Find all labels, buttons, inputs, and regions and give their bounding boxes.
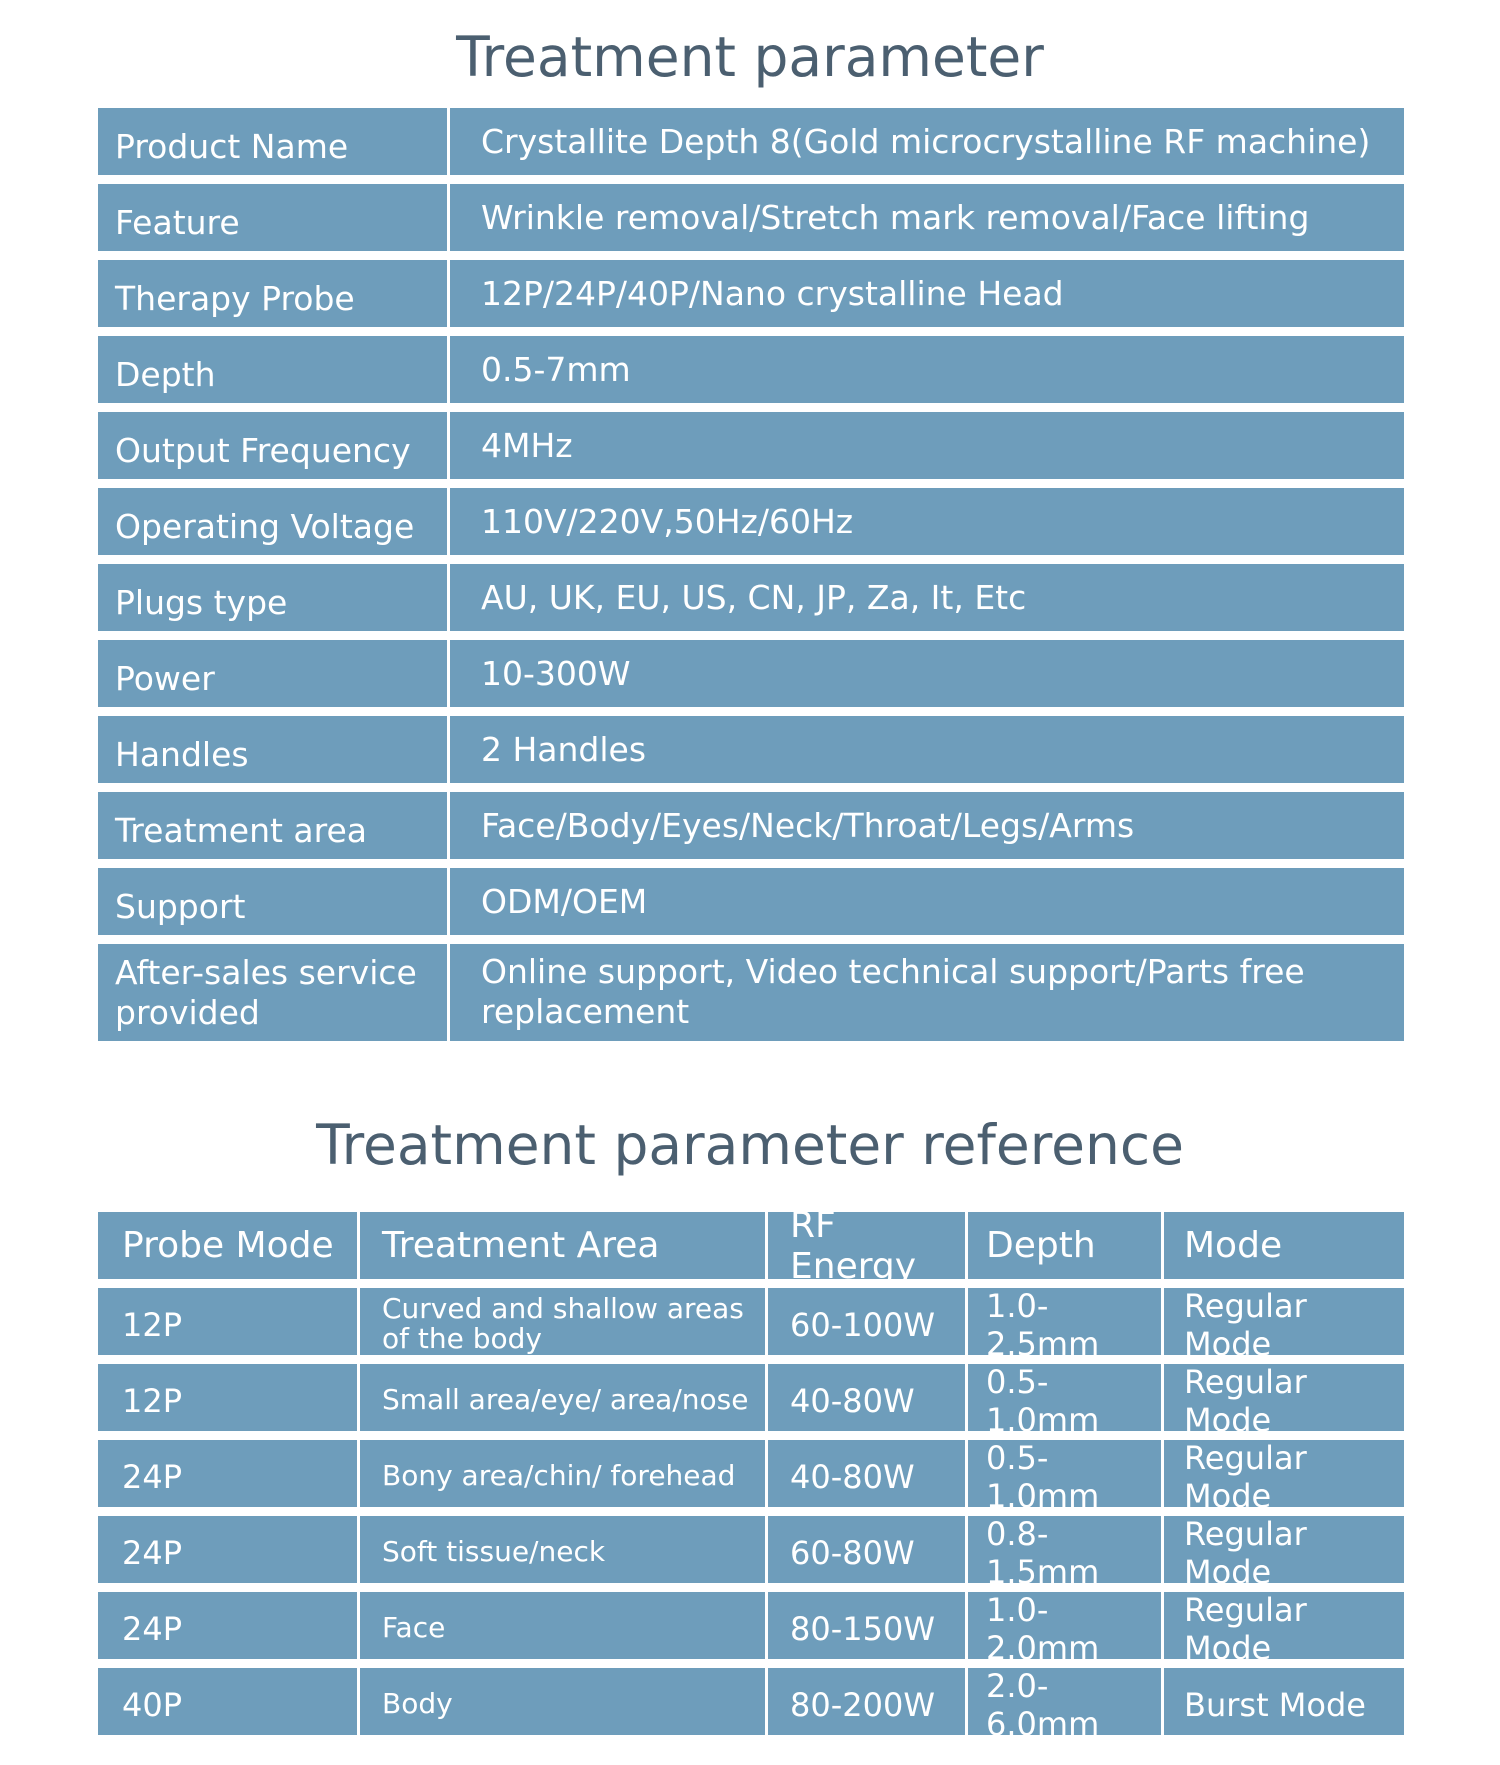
spec-row-handles [98,716,1404,783]
spec-value: 2 Handles [450,716,1404,783]
spec-row-treatment-area [98,792,1404,859]
spec-row-after-sales [98,944,1404,1041]
reference-table [98,1204,1404,1744]
spec-value: 10-300W [450,640,1404,707]
spec-row-power [98,640,1404,707]
cell-depth: 0.5-1.0mm [968,1440,1161,1507]
table-row [98,1362,1404,1439]
spec-key: Plugs type [98,564,447,631]
spec-key: Support [98,868,447,935]
spec-value: ODM/OEM [450,868,1404,935]
header-rf-energy: RF Energy [768,1212,965,1279]
page-title: Treatment parameter [456,25,1044,89]
spec-value: Wrinkle removal/Stretch mark removal/Face lifting [450,184,1404,251]
cell-rf-energy: 60-100W [768,1288,965,1355]
cell-depth: 1.0-2.0mm [968,1592,1161,1659]
cell-probe-mode: 12P [98,1288,357,1355]
spec-key: Operating Voltage [98,488,447,555]
table-header-row [98,1204,1404,1287]
spec-value: AU, UK, EU, US, CN, JP, Za, It, Etc [450,564,1404,631]
cell-treatment-area: Soft tissue/neck [360,1516,765,1583]
cell-treatment-area: Curved and shallow areas of the body [360,1288,765,1355]
spec-key: Handles [98,716,447,783]
cell-mode: Burst Mode [1164,1668,1404,1735]
cell-probe-mode: 24P [98,1516,357,1583]
cell-rf-energy: 80-150W [768,1592,965,1659]
cell-depth: 0.5-1.0mm [968,1364,1161,1431]
header-mode: Mode [1164,1212,1404,1279]
table-row [98,1286,1404,1363]
cell-probe-mode: 12P [98,1364,357,1431]
spec-key: Therapy Probe [98,260,447,327]
spec-value: Face/Body/Eyes/Neck/Throat/Legs/Arms [450,792,1404,859]
header-depth: Depth [968,1212,1161,1279]
spec-row-therapy-probe [98,260,1404,327]
spec-value: 0.5-7mm [450,336,1404,403]
spec-row-support [98,868,1404,935]
table-row [98,1666,1404,1743]
cell-rf-energy: 60-80W [768,1516,965,1583]
cell-treatment-area: Body [360,1668,765,1735]
cell-rf-energy: 80-200W [768,1668,965,1735]
spec-row-plugs-type [98,564,1404,631]
table-row [98,1438,1404,1515]
header-treatment-area: Treatment Area [360,1212,765,1279]
spec-value: 4MHz [450,412,1404,479]
spec-row-operating-voltage [98,488,1404,555]
cell-treatment-area: Face [360,1592,765,1659]
spec-value: Crystallite Depth 8(Gold microcrystalline RF machine) [450,108,1404,175]
cell-treatment-area: Small area/eye/ area/nose [360,1364,765,1431]
cell-mode: Regular Mode [1164,1440,1404,1507]
spec-key: Treatment area [98,792,447,859]
spec-row-feature [98,184,1404,251]
spec-value: 110V/220V,50Hz/60Hz [450,488,1404,555]
cell-probe-mode: 24P [98,1592,357,1659]
cell-mode: Regular Mode [1164,1364,1404,1431]
cell-mode: Regular Mode [1164,1516,1404,1583]
spec-key: After-sales service provided [98,944,447,1041]
cell-depth: 2.0-6.0mm [968,1668,1161,1735]
cell-rf-energy: 40-80W [768,1440,965,1507]
table-row [98,1514,1404,1591]
spec-value: Online support, Video technical support/Parts free replacement [450,944,1404,1041]
spec-value: 12P/24P/40P/Nano crystalline Head [450,260,1404,327]
section-title: Treatment parameter reference [316,1113,1184,1177]
cell-probe-mode: 40P [98,1668,357,1735]
cell-depth: 1.0-2.5mm [968,1288,1161,1355]
spec-row-product-name [98,108,1404,175]
cell-treatment-area: Bony area/chin/ forehead [360,1440,765,1507]
cell-mode: Regular Mode [1164,1288,1404,1355]
spec-key: Power [98,640,447,707]
header-probe-mode: Probe Mode [98,1212,357,1279]
table-row [98,1590,1404,1667]
spec-key: Depth [98,336,447,403]
spec-table [98,108,1404,1050]
spec-row-depth [98,336,1404,403]
spec-row-output-frequency [98,412,1404,479]
cell-probe-mode: 24P [98,1440,357,1507]
spec-key: Output Frequency [98,412,447,479]
cell-rf-energy: 40-80W [768,1364,965,1431]
spec-key: Feature [98,184,447,251]
cell-mode: Regular Mode [1164,1592,1404,1659]
spec-key: Product Name [98,108,447,175]
cell-depth: 0.8-1.5mm [968,1516,1161,1583]
